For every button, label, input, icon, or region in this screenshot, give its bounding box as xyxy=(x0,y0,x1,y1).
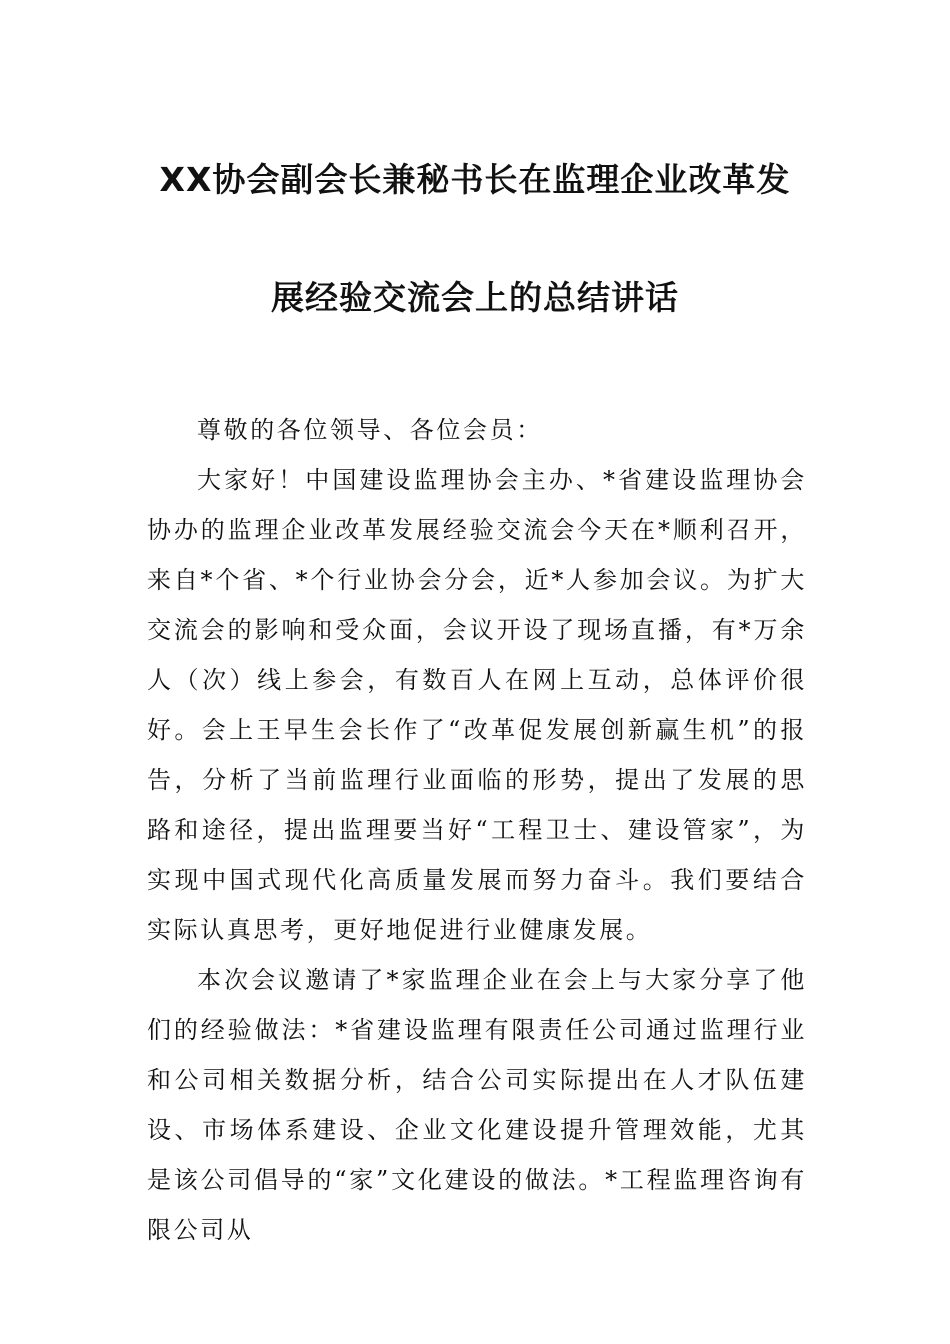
document-title-line-2: 展经验交流会上的总结讲话 xyxy=(271,278,679,317)
salutation: 尊敬的各位领导、各位会员： xyxy=(197,416,543,444)
body-paragraph-2: 本次会议邀请了*家监理企业在会上与大家分享了他们的经验做法：*省建设监理有限责任公司通过监理行业和公司相关数据分析，结合公司实际提出在人才队伍建设、市场体系建设、企业文化建设提升管理效能，尤其是该公司倡导的“家”文化建设的做法。*工程监理咨询有限公司从 xyxy=(147,966,807,1244)
body-paragraph-1: 大家好！中国建设监理协会主办、*省建设监理协会协办的监理企业改革发展经验交流会今天在*顺利召开，来自*个省、*个行业协会分会，近*人参加会议。为扩大交流会的影响和受众面，会议开设了现场直播，有*万余人（次）线上参会，有数百人在网上互动，总体评价很好。会上王早生会长作了“改革促发展创新赢生机”的报告，分析了当前监理行业面临的形势，提出了发展的思路和途径，提出监理要当好“工程卫士、建设管家”，为实现中国式现代化高质量发展而努力奋斗。我们要结合实际认真思考，更好地促进行业健康发展。 xyxy=(147,466,807,944)
document-title-line-1: XX协会副会长兼秘书长在监理企业改革发 xyxy=(159,160,791,199)
